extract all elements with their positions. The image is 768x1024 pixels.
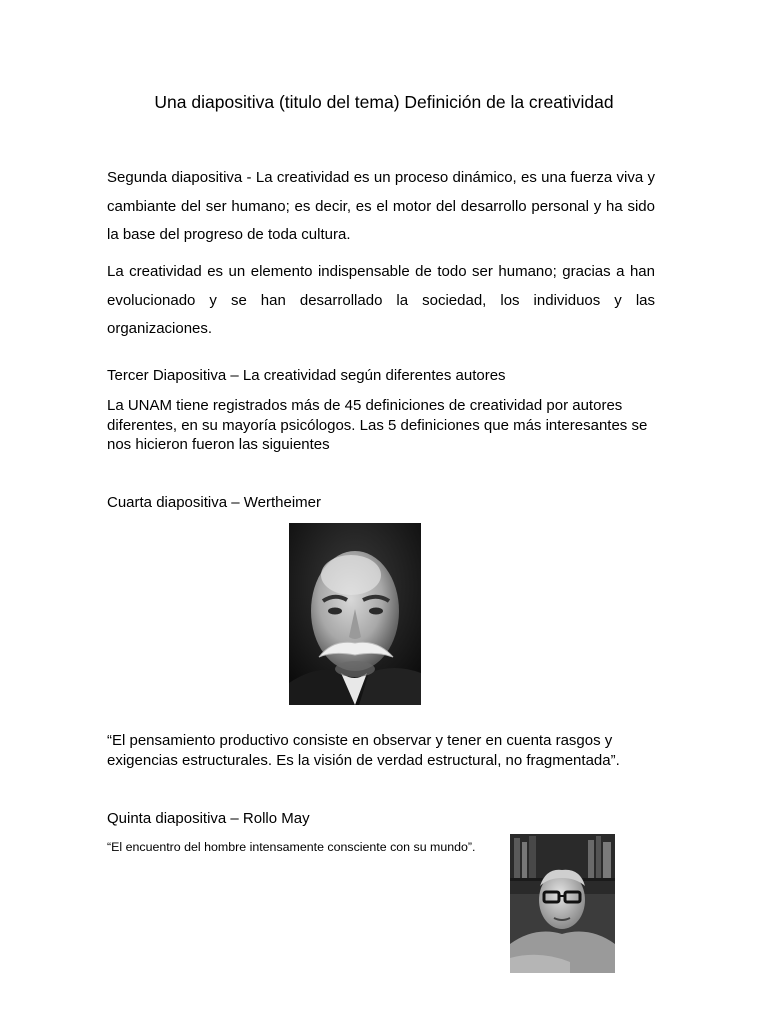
document-title: Una diapositiva (titulo del tema) Definición de la creatividad: [154, 92, 614, 112]
paragraph-unam-definiciones: La UNAM tiene registrados más de 45 definiciones de creatividad por autores diferentes, en su mayoría psicólogos. Las 5 definiciones que más interesantes se nos hicieron fueron las siguientes: [107, 397, 648, 453]
wertheimer-portrait-photo: [289, 523, 421, 705]
heading-tercer-diapositiva: Tercer Diapositiva – La creatividad según diferentes autores: [107, 367, 506, 384]
paragraph-creatividad-elemento: La creatividad es un elemento indispensable de todo ser humano; gracias a han evolucionado y se han desarrollado la sociedad, los individuos y las organizaciones.: [107, 263, 655, 337]
rollo-may-portrait-photo: [510, 834, 615, 973]
paragraph-segunda-diapositiva: Segunda diapositiva - La creatividad es un proceso dinámico, es una fuerza viva y cambiante del ser humano; es decir, es el motor del desarrollo personal y ha sido la base del progreso de toda cultura.: [107, 169, 655, 243]
heading-cuarta-diapositiva: Cuarta diapositiva – Wertheimer: [107, 494, 321, 511]
quote-wertheimer: “El pensamiento productivo consiste en observar y tener en cuenta rasgos y exigencias estructurales. Es la visión de verdad estructural, no fragmentada”.: [107, 732, 620, 769]
heading-quinta-diapositiva: Quinta diapositiva – Rollo May: [107, 810, 310, 827]
quote-rollo-may: “El encuentro del hombre intensamente consciente con su mundo”.: [107, 840, 476, 854]
